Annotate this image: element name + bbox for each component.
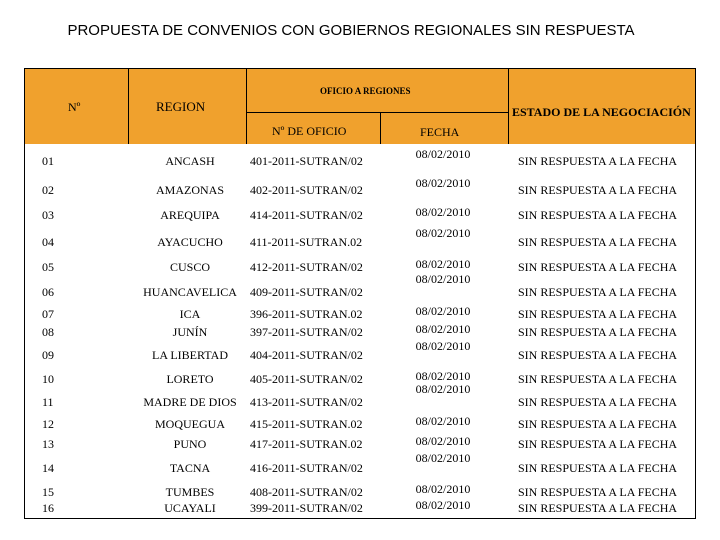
row-region: LA LIBERTAD (152, 348, 228, 362)
row-region: HUANCAVELICA (143, 285, 237, 299)
row-oficio: 415-2011-SUTRAN.02 (250, 417, 363, 431)
page-title: PROPUESTA DE CONVENIOS CON GOBIERNOS REGIONALES SIN RESPUESTA (67, 22, 635, 39)
row-region: ANCASH (165, 154, 215, 168)
row-estado: SIN RESPUESTA A LA FECHA (518, 437, 678, 451)
header-subdivider-vertical (380, 112, 381, 144)
row-oficio: 408-2011-SUTRAN/02 (250, 485, 363, 499)
row-number: 07 (42, 307, 54, 321)
row-fecha: 08/02/2010 (415, 226, 471, 240)
row-estado: SIN RESPUESTA A LA FECHA (518, 285, 678, 299)
header-region: REGION (156, 99, 206, 114)
header-divider (128, 69, 129, 144)
header-fecha: FECHA (420, 125, 460, 139)
row-region: MOQUEGUA (155, 417, 225, 431)
row-oficio: 401-2011-SUTRAN/02 (250, 154, 363, 168)
row-fecha: 08/02/2010 (415, 272, 471, 286)
row-estado: SIN RESPUESTA A LA FECHA (518, 260, 678, 274)
row-region: UCAYALI (164, 501, 216, 515)
row-estado: SIN RESPUESTA A LA FECHA (518, 395, 678, 409)
row-region: ICA (179, 307, 201, 321)
row-number: 13 (42, 437, 54, 451)
row-number: 04 (42, 235, 54, 249)
row-fecha: 08/02/2010 (415, 414, 471, 428)
row-number: 15 (42, 485, 54, 499)
row-number: 03 (42, 208, 54, 222)
row-estado: SIN RESPUESTA A LA FECHA (518, 235, 678, 249)
row-oficio: 411-2011-SUTRAN.02 (250, 235, 363, 249)
row-region: LORETO (166, 372, 214, 386)
row-oficio: 399-2011-SUTRAN/02 (250, 501, 363, 515)
header-subdivider (246, 112, 508, 113)
row-oficio: 405-2011-SUTRAN/02 (250, 372, 363, 386)
row-oficio: 414-2011-SUTRAN/02 (250, 208, 363, 222)
row-oficio: 397-2011-SUTRAN/02 (250, 325, 363, 339)
row-number: 09 (42, 348, 54, 362)
header-divider (246, 69, 247, 144)
row-oficio: 417-2011-SUTRAN.02 (250, 437, 363, 451)
row-estado: SIN RESPUESTA A LA FECHA (518, 154, 678, 168)
row-oficio: 409-2011-SUTRAN/02 (250, 285, 363, 299)
row-region: JUNÍN (172, 325, 208, 339)
row-region: TUMBES (165, 485, 215, 499)
row-number: 16 (42, 501, 54, 515)
row-fecha: 08/02/2010 (415, 147, 471, 161)
row-estado: SIN RESPUESTA A LA FECHA (518, 307, 678, 321)
row-region: AREQUIPA (160, 208, 220, 222)
row-oficio: 413-2011-SUTRAN/02 (250, 395, 363, 409)
row-estado: SIN RESPUESTA A LA FECHA (518, 501, 678, 515)
row-region: MADRE DE DIOS (143, 395, 237, 409)
row-region: TACNA (169, 461, 211, 475)
row-estado: SIN RESPUESTA A LA FECHA (518, 485, 678, 499)
row-fecha: 08/02/2010 (415, 257, 471, 271)
row-estado: SIN RESPUESTA A LA FECHA (518, 417, 678, 431)
row-estado: SIN RESPUESTA A LA FECHA (518, 325, 678, 339)
row-oficio: 404-2011-SUTRAN/02 (250, 348, 363, 362)
row-number: 01 (42, 154, 54, 168)
row-fecha: 08/02/2010 (415, 304, 471, 318)
row-number: 14 (42, 461, 54, 475)
row-fecha: 08/02/2010 (415, 451, 471, 465)
row-region: AMAZONAS (155, 183, 224, 197)
row-oficio: 402-2011-SUTRAN/02 (250, 183, 363, 197)
row-number: 08 (42, 325, 54, 339)
row-estado: SIN RESPUESTA A LA FECHA (518, 348, 678, 362)
row-estado: SIN RESPUESTA A LA FECHA (518, 208, 678, 222)
row-region: CUSCO (169, 260, 210, 274)
row-oficio: 396-2011-SUTRAN.02 (250, 307, 363, 321)
row-fecha: 08/02/2010 (415, 205, 471, 219)
row-fecha: 08/02/2010 (415, 434, 471, 448)
row-fecha: 08/02/2010 (415, 482, 471, 496)
row-number: 11 (42, 395, 54, 409)
row-region: PUNO (173, 437, 207, 451)
row-oficio: 416-2011-SUTRAN/02 (250, 461, 363, 475)
row-fecha: 08/02/2010 (415, 322, 471, 336)
row-number: 05 (42, 260, 54, 274)
row-fecha: 08/02/2010 (415, 176, 471, 190)
row-estado: SIN RESPUESTA A LA FECHA (518, 372, 678, 386)
row-fecha: 08/02/2010 (415, 382, 471, 396)
header-divider (508, 69, 509, 144)
header-oficio-num: Nº DE OFICIO (272, 124, 347, 138)
row-number: 02 (42, 183, 54, 197)
row-region: AYACUCHO (157, 235, 223, 249)
row-fecha: 08/02/2010 (415, 369, 471, 383)
row-number: 10 (42, 372, 54, 386)
header-num: Nº (68, 100, 81, 114)
row-oficio: 412-2011-SUTRAN/02 (250, 260, 363, 274)
row-fecha: 08/02/2010 (415, 339, 471, 353)
header-oficio-group: OFICIO A REGIONES (320, 86, 411, 96)
header-estado: ESTADO DE LA NEGOCIACIÓN (512, 105, 691, 119)
row-number: 06 (42, 285, 54, 299)
row-estado: SIN RESPUESTA A LA FECHA (518, 461, 678, 475)
row-number: 12 (42, 417, 54, 431)
row-fecha: 08/02/2010 (415, 498, 471, 512)
row-estado: SIN RESPUESTA A LA FECHA (518, 183, 678, 197)
